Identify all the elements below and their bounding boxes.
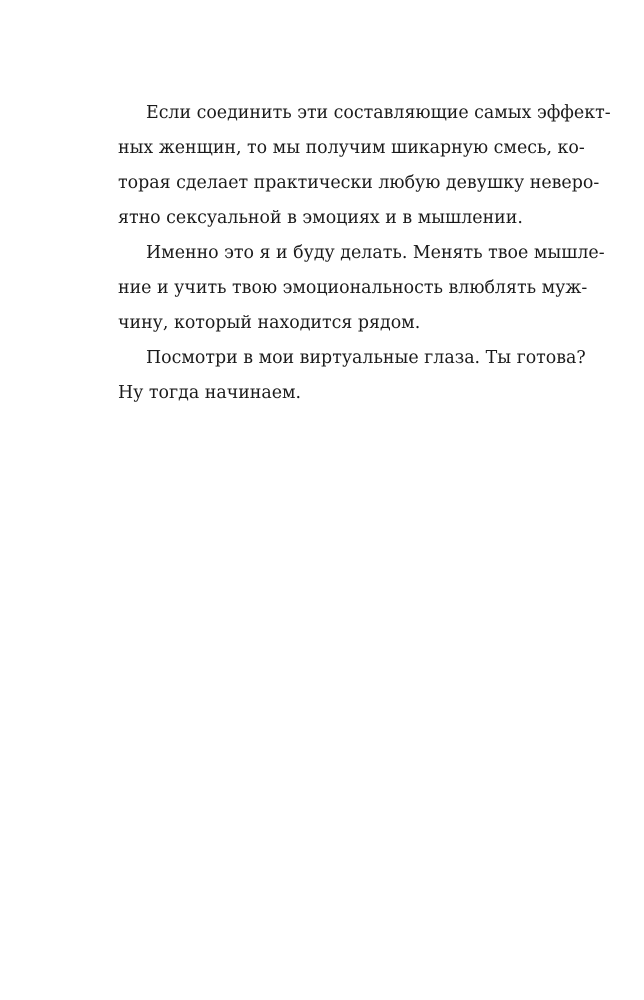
text-line: Ну тогда начинаем. [118,383,302,403]
text-line: ние и учить твою эмоциональность влюблять муж- [118,278,588,298]
paragraph-1 [118,96,611,236]
text-line: Посмотри в мои виртуальные глаза. Ты готова? [146,348,586,368]
paragraph-3 [118,341,586,411]
text-line: торая сделает практически любую девушку неверо- [118,173,600,193]
text-line: Если соединить эти составляющие самых эффект- [146,103,611,123]
page-text [118,96,611,411]
text-line: ятно сексуальной в эмоциях и в мышлении. [118,208,523,228]
paragraph-2 [118,236,605,341]
text-line: ных женщин, то мы получим шикарную смесь, ко- [118,138,585,158]
text-line: Именно это я и буду делать. Менять твое мышле- [146,243,605,263]
text-line: чину, который находится рядом. [118,313,421,333]
